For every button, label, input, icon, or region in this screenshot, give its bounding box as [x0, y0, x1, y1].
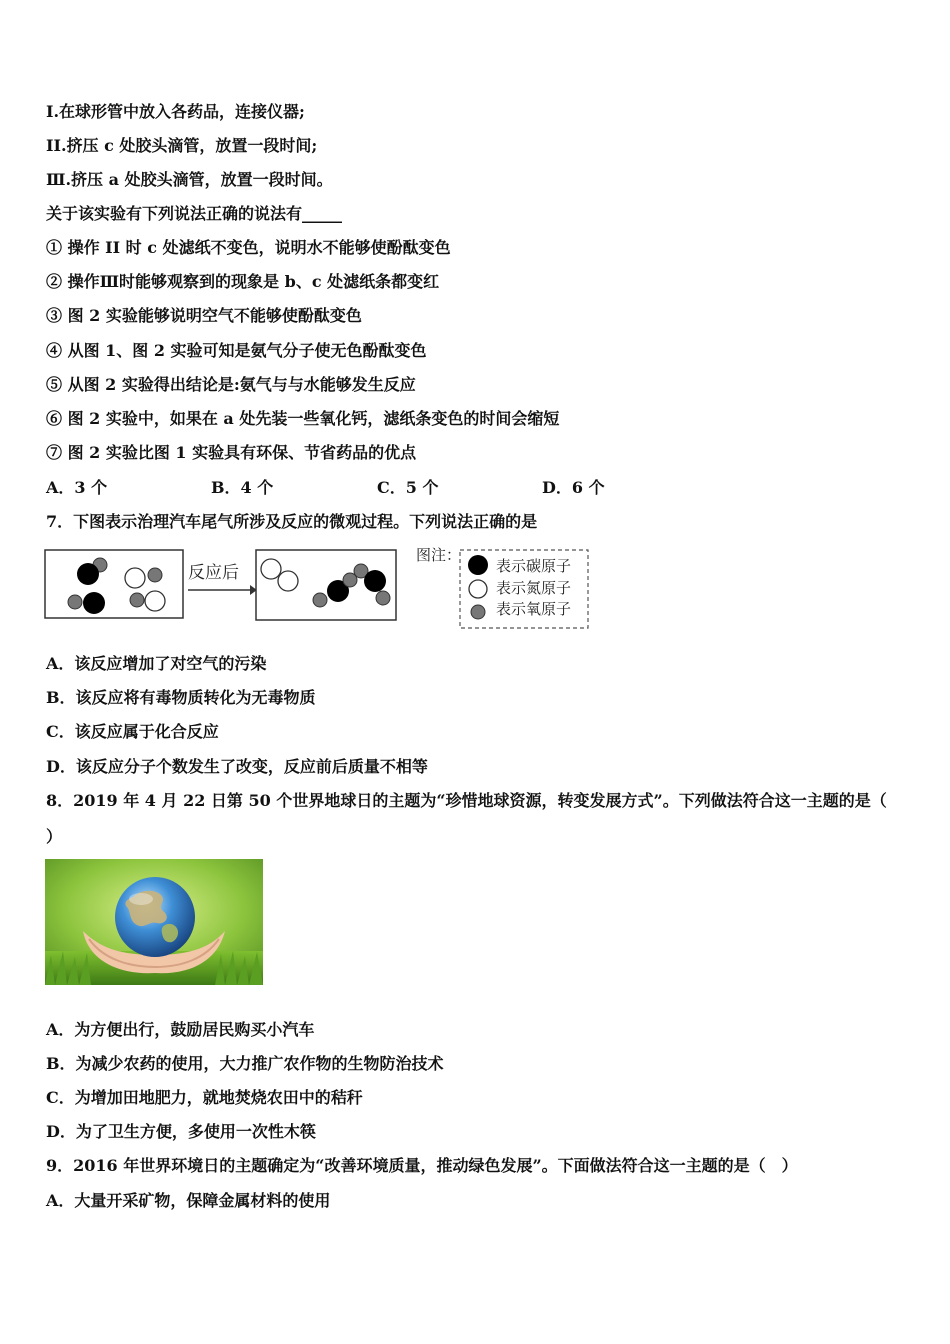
- q6-step1: I.在球形管中放入各药品，连接仪器;: [46, 102, 305, 121]
- legend-carbon-label: 表示碳原子: [496, 558, 572, 575]
- legend-nitrogen-label: 表示氮原子: [496, 580, 572, 597]
- q6-statement-2: ② 操作Ⅲ时能够观察到的现象是 b、c 处滤纸条都变红: [46, 272, 440, 291]
- q8-stem-line1: 8．2019 年 4 月 22 日第 50 个世界地球日的主题为“珍惜地球资源，转变发展方式”。下列做法符合这一主题的是（: [46, 791, 887, 810]
- reaction-arrow-label: 反应后: [188, 563, 239, 582]
- q6-option-b: B．4 个: [211, 478, 274, 497]
- nitrogen-atom-icon: [469, 580, 487, 598]
- q7-option-c: C．该反应属于化合反应: [46, 722, 219, 741]
- q8-option-d: D．为了卫生方便，多使用一次性木筷: [46, 1122, 316, 1141]
- q6-statement-1: ① 操作 II 时 c 处滤纸不变色，说明水不能够使酚酞变色: [46, 238, 451, 257]
- q8-option-b: B．为减少农药的使用，大力推广农作物的生物防治技术: [46, 1054, 444, 1073]
- q6-step2: II.挤压 c 处胶头滴管，放置一段时间;: [46, 136, 318, 155]
- q7-option-b: B．该反应将有毒物质转化为无毒物质: [46, 688, 316, 707]
- q6-statement-7: ⑦ 图 2 实验比图 1 实验具有环保、节省药品的优点: [46, 443, 417, 462]
- q7-stem: 7．下图表示治理汽车尾气所涉及反应的微观过程。下列说法正确的是: [46, 512, 538, 531]
- q9-option-a: A．大量开采矿物，保障金属材料的使用: [46, 1191, 331, 1210]
- q8-stem-line2: ）: [46, 827, 63, 846]
- reaction-diagram: [44, 544, 594, 632]
- legend-oxygen-label: 表示氧原子: [496, 601, 572, 618]
- legend-title: 图注：: [416, 547, 462, 564]
- q6-statement-6: ⑥ 图 2 实验中，如果在 a 处先装一些氧化钙，滤纸条变色的时间会缩短: [46, 409, 560, 428]
- earth-in-hands-image: [45, 859, 263, 985]
- q8-option-a: A．为方便出行，鼓励居民购买小汽车: [46, 1020, 315, 1039]
- q6-option-a: A．3 个: [46, 478, 108, 497]
- q6-prompt: 关于该实验有下列说法正确的说法有_____: [46, 204, 343, 223]
- q6-option-c: C．5 个: [377, 478, 439, 497]
- q6-step3: Ⅲ.挤压 a 处胶头滴管，放置一段时间。: [46, 170, 333, 189]
- q9-stem: 9．2016 年世界环境日的主题确定为“改善环境质量，推动绿色发展”。下面做法符合这一主题的是（ ）: [46, 1156, 798, 1175]
- q6-statement-4: ④ 从图 1、图 2 实验可知是氨气分子使无色酚酞变色: [46, 341, 427, 360]
- q6-statement-5: ⑤ 从图 2 实验得出结论是:氨气与与水能够发生反应: [46, 375, 416, 394]
- q8-option-c: C．为增加田地肥力，就地焚烧农田中的秸秆: [46, 1088, 363, 1107]
- q6-options: [46, 478, 666, 498]
- q6-option-d: D．6 个: [542, 478, 605, 497]
- q7-option-a: A．该反应增加了对空气的污染: [46, 654, 267, 673]
- oxygen-atom-icon: [471, 605, 485, 619]
- q7-option-d: D．该反应分子个数发生了改变，反应前后质量不相等: [46, 757, 428, 776]
- q6-statement-3: ③ 图 2 实验能够说明空气不能够使酚酞变色: [46, 306, 362, 325]
- carbon-atom-icon: [468, 555, 488, 575]
